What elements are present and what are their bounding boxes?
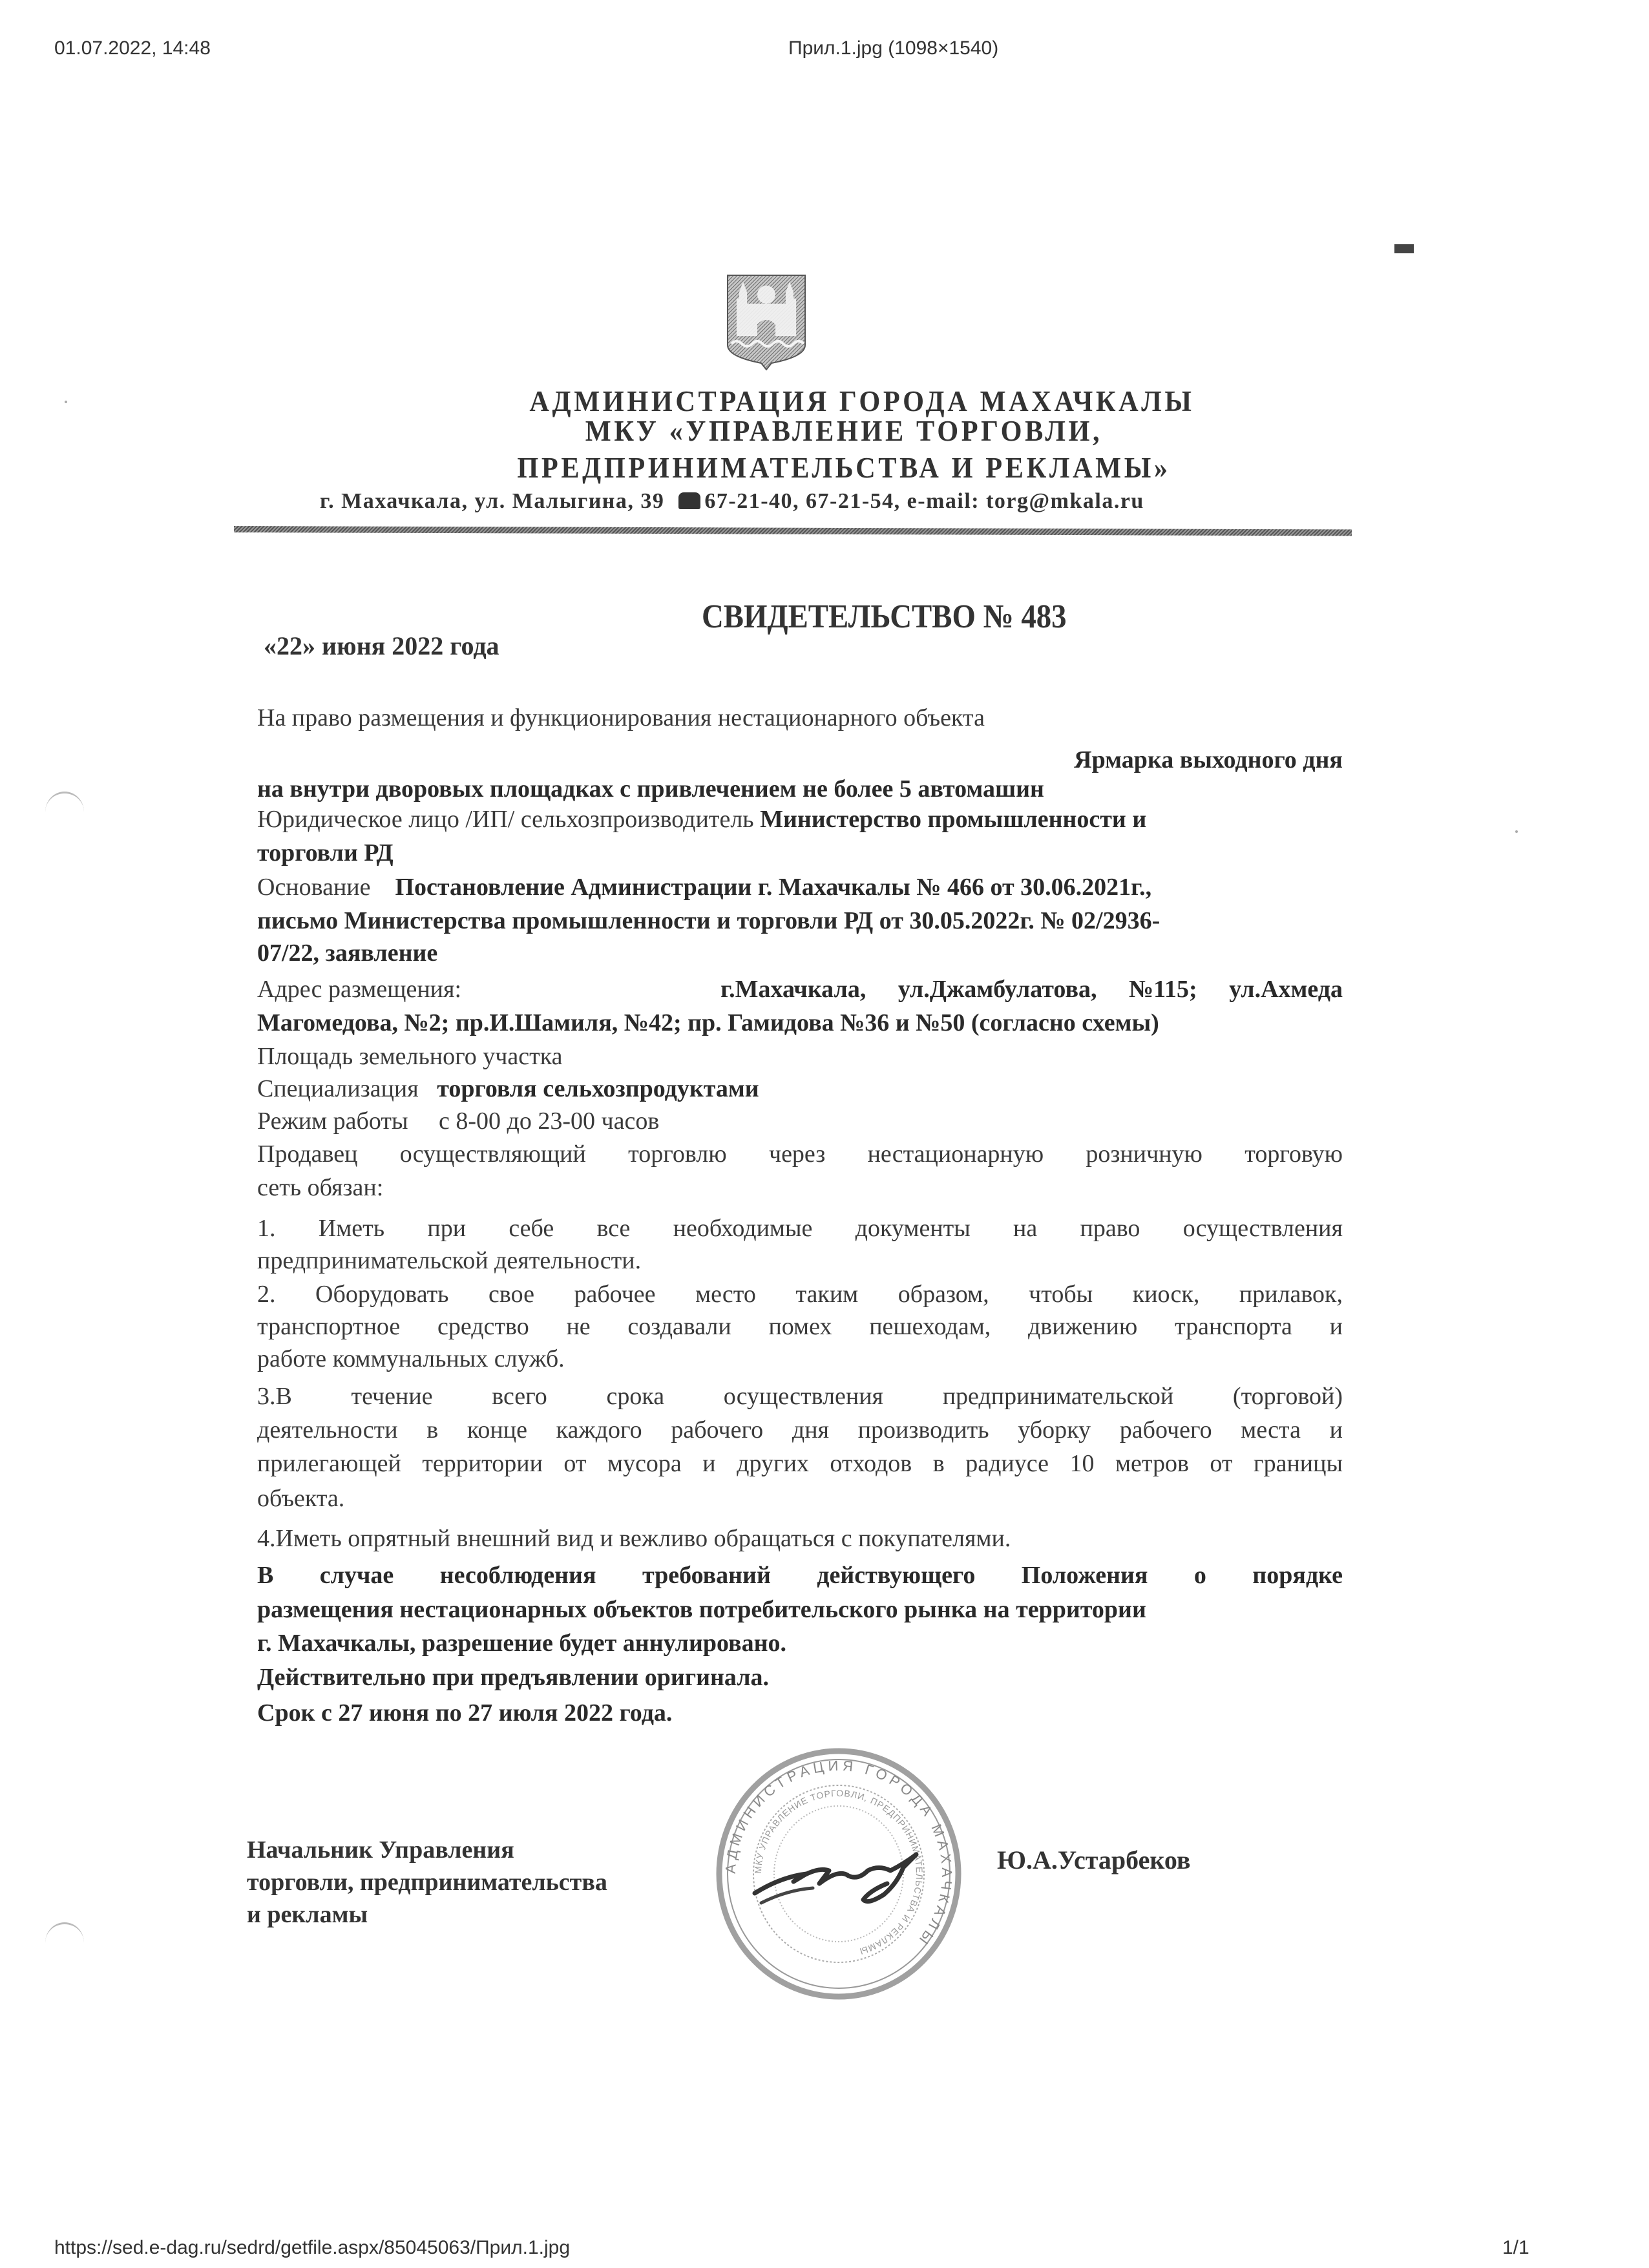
seller-line-2: сеть обязан: <box>257 1174 384 1201</box>
signatory-name: Ю.А.Устарбеков <box>997 1845 1191 1874</box>
letterhead-contacts <box>320 489 1144 514</box>
coat-of-arms-emblem <box>725 273 808 371</box>
term-line: Срок с 27 июня по 27 июля 2022 года. <box>257 1699 673 1727</box>
validity-line: Действительно при предъявлении оригинала. <box>257 1664 770 1691</box>
object-line-2: на внутри дворовых площадках с привлечением не более 5 автомашин <box>257 775 1044 803</box>
stamp-inner-text: МКУ УПРАВЛЕНИЕ ТОРГОВЛИ, ПРЕДПРИНИМАТЕЛЬСТВА И РЕКЛАМЫ <box>752 1787 925 1957</box>
letterhead-line-3: ПРЕДПРИНИМАТЕЛЬСТВА И РЕКЛАМЫ» <box>517 451 1171 484</box>
basis-label: Основание <box>257 874 371 901</box>
print-file-title: Прил.1.jpg (1098×1540) <box>788 37 999 59</box>
stamp-outer-text: АДМИНИСТРАЦИЯ ГОРОДА МАХАЧКАЛЫ <box>722 1757 956 1951</box>
warning-line-2: размещения нестационарных объектов потребительского рынка на территории <box>257 1596 1146 1623</box>
letterhead-line-2: МКУ «УПРАВЛЕНИЕ ТОРГОВЛИ, <box>585 414 1103 447</box>
punch-hole-mark <box>45 1922 84 1963</box>
item-3-line-1: 3.В течение всего срока осуществления предпринимательской (торговой) <box>257 1383 1343 1410</box>
hours-value: с 8-00 до 23-00 часов <box>438 1108 660 1135</box>
item-4-line: 4.Иметь опрятный внешний вид и вежливо обращаться с покупателями. <box>257 1525 1011 1552</box>
address-value: г.Махачкала, ул.Джамбулатова, №115; ул.Ахмеда <box>720 976 1343 1003</box>
document-title: СВИДЕТЕЛЬСТВО № 483 <box>701 598 1067 635</box>
seller-line-1: Продавец осуществляющий торговлю через нестационарную розничную торговую <box>257 1140 1343 1168</box>
item-3-line-2: деятельности в конце каждого рабочего дня производить уборку рабочего места и <box>257 1416 1343 1444</box>
object-line-1: Ярмарка выходного дня <box>1074 746 1343 773</box>
address-line-2: Магомедова, №2; пр.И.Шамиля, №42; пр. Гамидова №36 и №50 (согласно схемы) <box>257 1009 1159 1036</box>
address-line-1 <box>257 974 1343 1004</box>
basis-value: Постановление Администрации г. Махачкалы № 466 от 30.06.2021г., <box>395 874 1152 901</box>
signatory-position-1: Начальник Управления <box>247 1836 514 1864</box>
specialization-label: Специализация <box>257 1075 419 1102</box>
signatory-position-3: и рекламы <box>247 1901 368 1928</box>
scan-speck <box>65 401 67 403</box>
phone-icon <box>678 492 700 509</box>
basis-line-1 <box>257 872 1343 902</box>
official-stamp <box>709 1745 968 2003</box>
item-2-line-2: транспортное средство не создавали помех пешеходам, движению транспорта и <box>257 1313 1343 1340</box>
print-page-number: 1/1 <box>1502 2237 1529 2258</box>
item-3-line-3: прилегающей территории от мусора и других отходов в радиусе 10 метров от границы <box>257 1450 1343 1477</box>
hours-label: Режим работы <box>257 1108 408 1135</box>
item-2-line-3: работе коммунальных служб. <box>257 1345 565 1372</box>
warning-line-3: г. Махачкалы, разрешение будет аннулировано. <box>257 1630 786 1657</box>
entity-line-2: торговли РД <box>257 839 394 866</box>
item-3-line-4: объекта. <box>257 1485 345 1512</box>
basis-line-2: письмо Министерства промышленности и торговли РД от 30.05.2022г. № 02/2936- <box>257 907 1161 934</box>
punch-hole-mark <box>45 792 84 832</box>
item-1-line-1: 1. Иметь при себе все необходимые документы на право осуществления <box>257 1215 1343 1242</box>
letterhead-divider <box>234 526 1352 536</box>
address-label: Адрес размещения: <box>257 976 462 1003</box>
letterhead-phones-email: 67-21-40, 67-21-54, e-mail: torg@mkala.ru <box>704 489 1144 513</box>
scan-speck <box>1515 830 1518 833</box>
letterhead-line-1: АДМИНИСТРАЦИЯ ГОРОДА МАХАЧКАЛЫ <box>529 384 1195 417</box>
signatory-position-2: торговли, предпринимательства <box>247 1869 607 1896</box>
item-1-line-2: предпринимательской деятельности. <box>257 1247 642 1274</box>
letterhead-address: г. Махачкала, ул. Малыгина, 39 <box>320 489 665 513</box>
specialization-line <box>257 1074 1343 1104</box>
warning-line-1: В случае несоблюдения требований действующего Положения о порядке <box>257 1562 1343 1589</box>
document-date: «22» июня 2022 года <box>264 631 499 660</box>
print-datetime: 01.07.2022, 14:48 <box>54 37 211 59</box>
hours-line <box>257 1106 1343 1136</box>
entity-label: Юридическое лицо /ИП/ сельхозпроизводитель <box>257 806 754 833</box>
scan-artifact <box>1394 244 1414 253</box>
specialization-value: торговля сельхозпродуктами <box>437 1075 759 1102</box>
item-2-line-1: 2. Оборудовать свое рабочее место таким образом, чтобы киоск, прилавок, <box>257 1281 1343 1308</box>
print-source-url: https://sed.e-dag.ru/sedrd/getfile.aspx/85045063/Прил.1.jpg <box>54 2237 571 2258</box>
basis-line-3: 07/22, заявление <box>257 940 438 967</box>
entity-line-1 <box>257 804 1343 834</box>
entity-value: Министерство промышленности и <box>760 806 1147 833</box>
area-line: Площадь земельного участка <box>257 1043 563 1070</box>
intro-text: На право размещения и функционирования нестационарного объекта <box>257 704 985 731</box>
